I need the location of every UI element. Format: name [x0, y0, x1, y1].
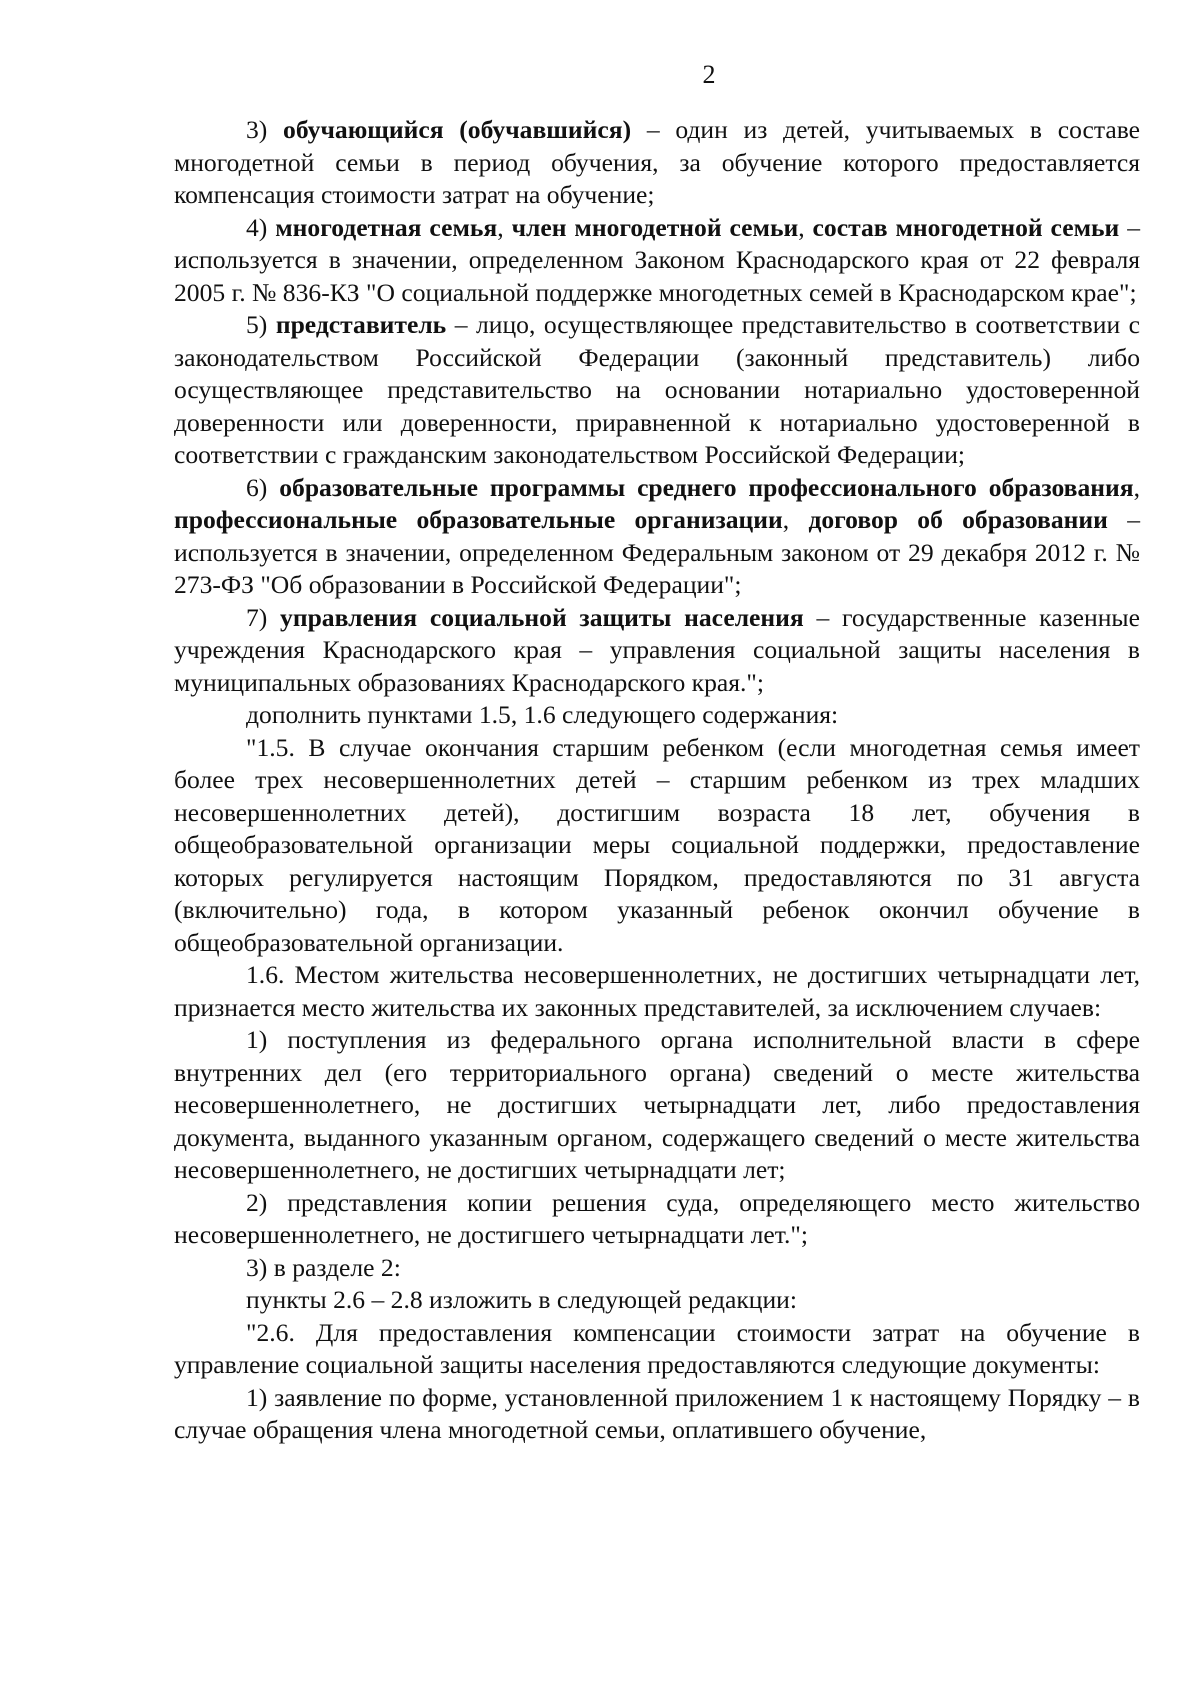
paragraph-text: ,	[1133, 472, 1140, 502]
paragraph-text: "1.5. В случае окончания старшим ребенком (если многодетная семья имеет более трех несовершеннолетних детей – старшим ребенком из трех младших несовершеннолетних детей), достигшим возраста 18 лет, обучения в общеобразовательной организации меры социальной поддержки, предоставление которых регулируется настоящим Порядком, предоставляются по 31 августа (включительно) года, в котором указанный ребенок окончил обучение в общеобразовательной организации.	[174, 732, 1140, 957]
paragraph-text: 3)	[246, 115, 284, 144]
paragraph	[174, 1284, 1140, 1317]
paragraph-text: – используется в значении, определенном Федеральным законом от 29 декабря 2012 г. № 273-ФЗ "Об образовании в Российской Федерации";	[174, 505, 1140, 599]
defined-term: многодетная семья	[275, 212, 498, 242]
paragraph	[174, 1317, 1140, 1382]
paragraph-text: – один из детей, учитываемых в составе многодетной семьи в период обучения, за обучение которого предоставляется компенсация стоимости затрат на обучение;	[174, 115, 1141, 209]
paragraph	[174, 472, 1140, 602]
paragraph-text: 7)	[246, 602, 281, 632]
page-number: 2	[702, 60, 716, 89]
paragraph	[174, 309, 1140, 472]
defined-term: профессиональные образовательные организации	[174, 505, 783, 534]
paragraph-text: 1) заявление по форме, установленной приложением 1 к настоящему Порядку – в случае обращения члена многодетной семьи, оплатившего обучение,	[174, 1382, 1140, 1444]
paragraph	[174, 732, 1140, 960]
paragraph-text: – используется в значении, определенном Законом Краснодарского края от 22 февраля 2005 г. № 836-КЗ "О социальной поддержке многодетных семей в Краснодарском крае";	[174, 212, 1141, 307]
paragraph-text: 2) представления копии решения суда, определяющего место жительство несовершеннолетнего, не достигшего четырнадцати лет.";	[174, 1187, 1140, 1249]
paragraph-text: "2.6. Для предоставления компенсации стоимости затрат на обучение в управление социальной защиты населения предоставляются следующие документы:	[174, 1317, 1140, 1379]
defined-term: управления социальной защиты населения	[280, 602, 804, 632]
paragraph-text: 6)	[246, 472, 280, 502]
paragraph	[174, 1024, 1140, 1187]
paragraph-text: 3) в разделе 2:	[246, 1252, 401, 1282]
paragraph	[174, 959, 1140, 1024]
paragraph-text: – лицо, осуществляющее представительство в соответствии с законодательством Российской Федерации (законный представитель) либо осуществляющее представительство на основании нотариально удостоверенной доверенности или доверенности, приравненной к нотариально удостоверенной в соответствии с гражданским законодательством Российской Федерации;	[174, 310, 1141, 469]
paragraph	[174, 1252, 1140, 1285]
paragraph-text: 4)	[246, 212, 276, 242]
defined-term: представитель	[275, 310, 447, 339]
defined-term: состав многодетной семьи	[812, 212, 1120, 242]
paragraph-text: дополнить пунктами 1.5, 1.6 следующего содержания:	[246, 700, 839, 729]
paragraph-text: 5)	[246, 310, 276, 339]
paragraph-text: ,	[798, 212, 813, 242]
paragraph-text: 1.6. Местом жительства несовершеннолетних, не достигших четырнадцати лет, признается место жительства их законных представителей, за исключением случаев:	[174, 960, 1140, 1022]
defined-term: член многодетной семьи	[511, 212, 799, 242]
paragraph-text: ,	[782, 505, 809, 534]
defined-term: договор об образовании	[808, 505, 1108, 534]
paragraph-text: 1) поступления из федерального органа исполнительной власти в сфере внутренних дел (его территориального органа) сведений о месте жительства несовершеннолетнего, не достигших четырнадцати лет, либо предоставления документа, выданного указанным органом, содержащего сведений о месте жительства несовершеннолетнего, не достигших четырнадцати лет;	[174, 1025, 1140, 1184]
defined-term: обучающийся (обучавшийся)	[283, 115, 632, 144]
paragraph-text: пункты 2.6 – 2.8 изложить в следующей редакции:	[246, 1285, 797, 1314]
defined-term: образовательные программы среднего профессионального образования	[279, 472, 1134, 502]
paragraph	[174, 1382, 1140, 1447]
paragraph	[174, 602, 1140, 700]
document-body	[174, 114, 1140, 1447]
paragraph	[174, 699, 1140, 732]
paragraph	[174, 212, 1140, 310]
paragraph-text: ,	[497, 212, 512, 242]
paragraph	[174, 114, 1140, 212]
paragraph-text: – государственные казенные учреждения Краснодарского края – управления социальной защиты населения в муниципальных образованиях Краснодарского края.";	[174, 602, 1140, 697]
paragraph	[174, 1187, 1140, 1252]
